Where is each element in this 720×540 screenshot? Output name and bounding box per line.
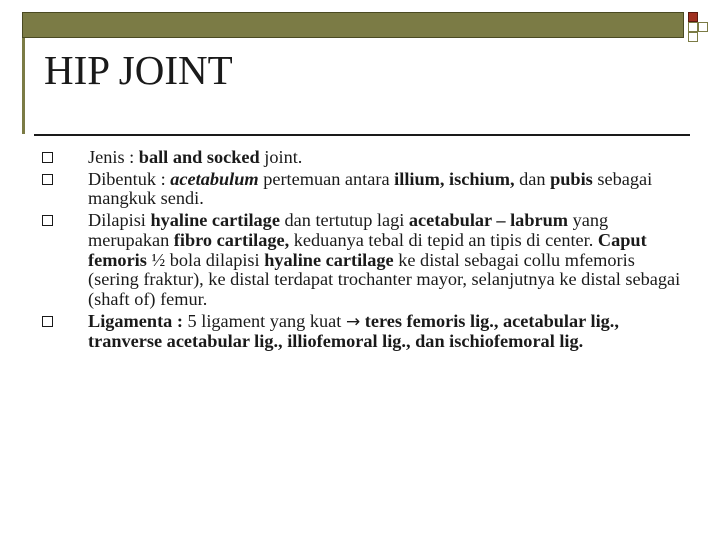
corner-square [688,32,698,42]
bullet-text-segment: Ligamenta : [88,310,183,331]
bullet-text-segment: dan [514,168,551,189]
bullet-text-segment: Caput femoris [88,229,647,270]
bullet-item [42,312,682,352]
bullet-text-segment: hyaline cartilage [264,249,394,270]
bullet-text-segment: Dilapisi [88,210,151,231]
corner-square-red [688,12,698,22]
bullet-text-segment: yang merupakan [88,210,609,250]
bullet-text-segment: fibro cartilage, [173,229,290,250]
bullet-square-icon [42,316,53,327]
bullet-text-segment: teres femoris lig., acetabular lig., tranverse acetabular lig., illiofemoral lig., dan ischiofemoral lig. [88,310,619,352]
bullet-list [42,148,682,354]
bullet-text-segment: illium, ischium, [394,168,515,189]
bullet-square-icon [42,215,53,226]
bullet-text-segment: Jenis : [88,147,139,167]
bullet-text-segment: Dibentuk : [88,168,171,189]
header-bar [22,12,684,38]
corner-square [688,22,698,32]
bullet-square-icon [42,174,53,185]
bullet-text-segment: keduanya tebal di tepid an tipis di center. [289,229,598,250]
bullet-text-segment: pubis [550,168,593,189]
bullet-text-segment: hyaline cartilage [150,210,280,231]
bullet-text-segment: ball and socked [138,147,260,167]
corner-square [698,22,708,32]
bullet-text-segment: acetabular – labrum [408,210,569,231]
left-accent-line [22,38,25,134]
bullet-text-segment: ke distal sebagai collu mfemoris (sering fraktur), ke distal terdapat trochanter mayor, selanjutnya ke distal sebagai (shaft of) femur. [88,249,681,309]
title-divider [34,134,690,136]
bullet-square-icon [42,152,53,163]
bullet-item [42,148,682,168]
bullet-text-segment: dan tertutup lagi [279,210,409,231]
bullet-text-segment: 5 ligament yang kuat [182,310,346,331]
bullet-text-segment: pertemuan antara [258,168,395,189]
bullet-text-segment: joint. [259,147,303,167]
slide-title: HIP JOINT [44,47,233,93]
bullet-text-segment: ½ bola dilapisi [146,249,265,270]
bullet-text-segment: sebagai mangkuk sendi. [88,168,653,209]
bullet-text-segment: acetabulum [170,168,259,189]
bullet-item [42,211,682,310]
arrow-right-icon: → [345,311,361,332]
bullet-item [42,170,682,209]
